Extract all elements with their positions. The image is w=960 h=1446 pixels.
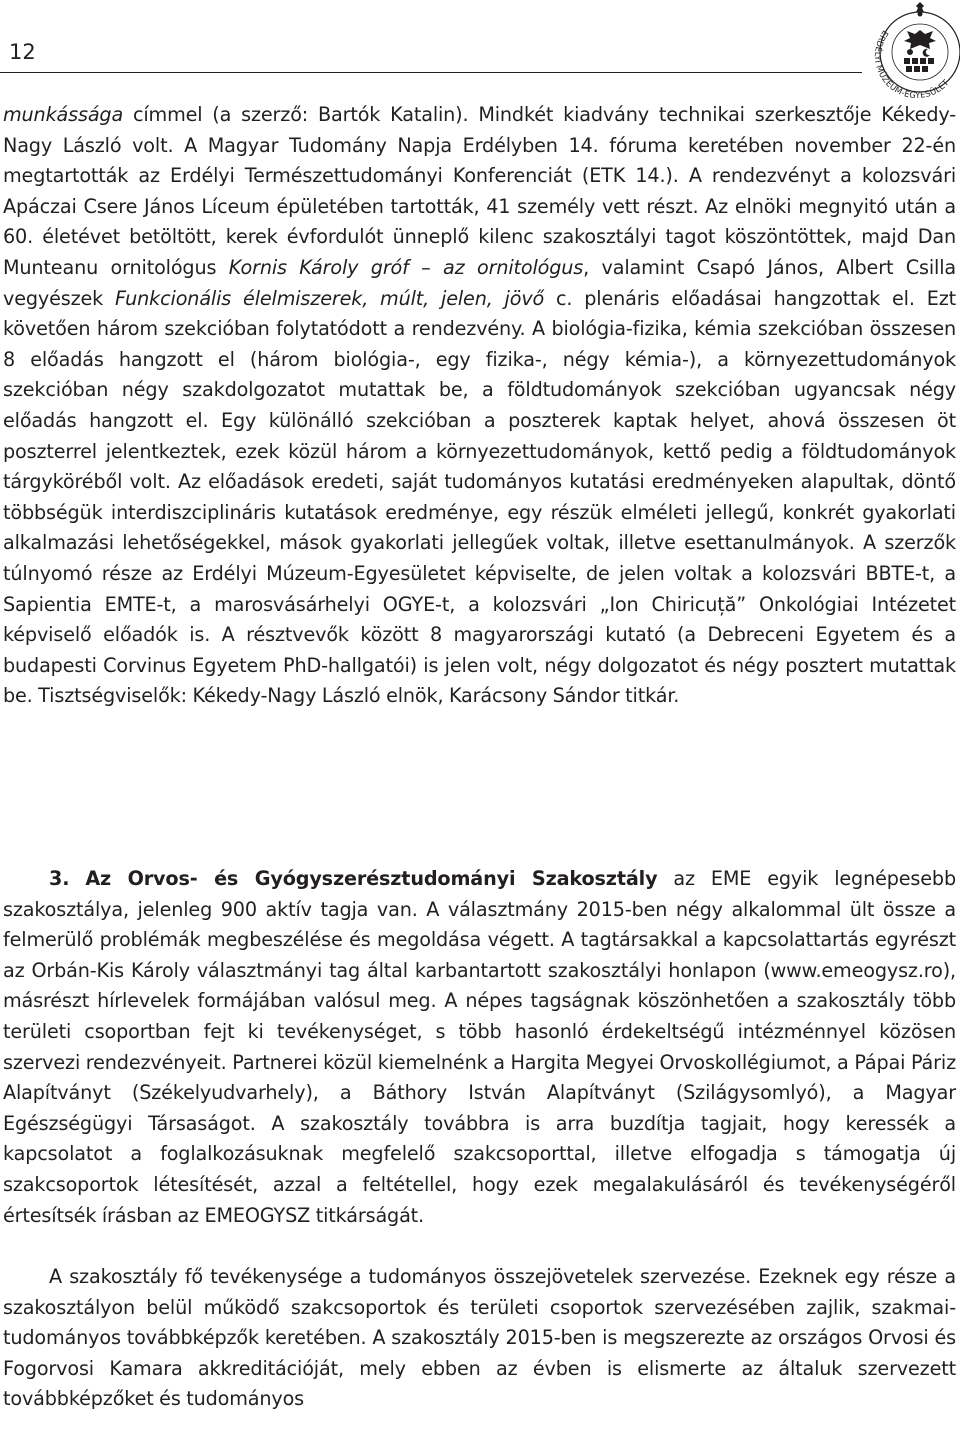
- header-rule: [0, 72, 862, 73]
- paragraph-etk-text-3: c. plenáris előadásai hangzottak el. Ezt követően három szekcióban folytatódott a rendezvény. A biológia-fizika, kémia szekcióban összesen 8 előadás hangzott el (három biológia-, egy fizika-, négy kémia-), a környezettudományok szekcióban négy szakdolgozatot mutattak be, a földtudományok szekcióban ugyancsak négy előadás hangzott el. Egy különálló szekcióban a poszterek kaptak helyet, ahová összesen öt poszterrel jelentkeztek, ezek közül három a környezettudományok, kettő pedig a földtudományok tárgyköréből volt. Az előadások eredeti, saját tudományos kutatási eredményeken alapultak, döntő többségük interdiszciplináris kutatások eredménye, egy részük elméleti jellegű, konkrét gyakorlati alkalmazási lehetőségekkel, mások gyakorlati jellegűek voltak, illetve esettanulmányok. A szerzők túlnyomó része az Erdélyi Múzeum-Egyesületet képviselte, de jelen voltak a kolozsvári BBTE-t, a Sapientia EMTE-t, a marosvásárhelyi OGYE-t, a kolozsvári „Ion Chiricuță” Onkológiai Intézetet képviselő előadók is. A résztvevők között 8 magyarországi kutató (a Debreceni Egyetem és a budapesti Corvinus Egyetem PhD-hallgatói) is jelen volt, négy dolgozatot és négy posztert mutattak be. Tisztségviselők: Kékedy-Nagy László elnök, Karácsony Sándor titkár.: [3, 286, 956, 708]
- society-emblem-icon: [870, 0, 960, 104]
- page-number: 12: [9, 40, 36, 64]
- lecture-title-kornis: Kornis Károly gróf – az ornitológus: [228, 255, 584, 279]
- paragraph-etk-text-1: címmel (a szerző: Bartók Katalin). Mindkét kiadvány technikai szerkesztője Kékedy-Nagy László volt. A Magyar Tudomány Napja Erdélyben 14. fóruma keretében november 22-én megtartották az Erdélyi Természettudományi Konferenciát (ETK 14.). A rendezvényt a kolozsvári Apáczai Csere János Líceum épületében tartották, 41 személy vett részt. Az elnöki megnyitó után a 60. életévet betöltött, kerek évfordulót ünneplő kilenc szakosztályi tagot köszöntöttek, majd Dan Munteanu ornitológus: [3, 103, 956, 279]
- paragraph-etk: [3, 100, 956, 712]
- section-3-paragraph: [3, 864, 956, 1231]
- lecture-title-food: Funkcionális élelmiszerek, múlt, jelen, jövő: [115, 286, 545, 310]
- paragraph-activities-text: A szakosztály fő tevékenysége a tudományos összejövetelek szervezése. Ezeknek egy része a szakosztályon belül működő szakcsoportok és területi csoportok szervezésében zajlik, szakmai-tudományos továbbképzők keretében. A szakosztály 2015-ben is megszerezte az országos Orvosi és Fogorvosi Kamara akkreditációját, mely ebben az évben is elismerte az általuk szervezett továbbképzőket és tudományos: [3, 1265, 956, 1411]
- section-title: Az Orvos- és Gyógyszerésztudományi Szakosztály: [85, 867, 658, 890]
- logo-lettering: ERDÉLYI MÚZEUM-EGYESÜLET: [872, 28, 951, 101]
- paragraph-activities: [3, 1262, 956, 1415]
- work-title-fragment: munkássága: [3, 103, 124, 126]
- section-number: 3.: [49, 867, 70, 890]
- paragraph-etk-text-2: , valamint Csapó János, Albert Csilla vegyészek: [3, 255, 956, 310]
- section-3-text: az EME egyik legnépesebb szakosztálya, jelenleg 900 aktív tagja van. A választmány 2015-ben négy alkalommal ült össze a felmerülő problémák megbeszélése és megoldása végett. A tagtársakkal a kapcsolattartás egyrészt az Orbán-Kis Károly választmányi tag által karbantartott szakosztályi honlapon (www.emeogysz.ro), másrészt hírlevelek formájában valósul meg. A népes tagságnak köszönhetően a szakosztály több területi csoportban fejt ki tevékenységet, s több hasonló érdekeltségű intézménnyel közösen szervezi rendezvényeit. Partnerei közül kiemelnénk a Hargita Megyei Orvoskollégiumot, a Pápai Páriz Alapítványt (Székelyudvarhely), a Báthory István Alapítványt (Szilágysomlyó), a Magyar Egészségügyi Társaságot. A szakosztály továbbra is arra buzdítja tagjait, hogy keressék a kapcsolatot a foglalkozásuknak megfelelő szakcsoporttal, illetve elfogadja s támogatja új szakcsoportok létesítését, azzal a feltétellel, hogy ezek megalakulásáról és tevékenységéről értesítsék írásban az EMEOGYSZ titkárságát.: [3, 867, 956, 1227]
